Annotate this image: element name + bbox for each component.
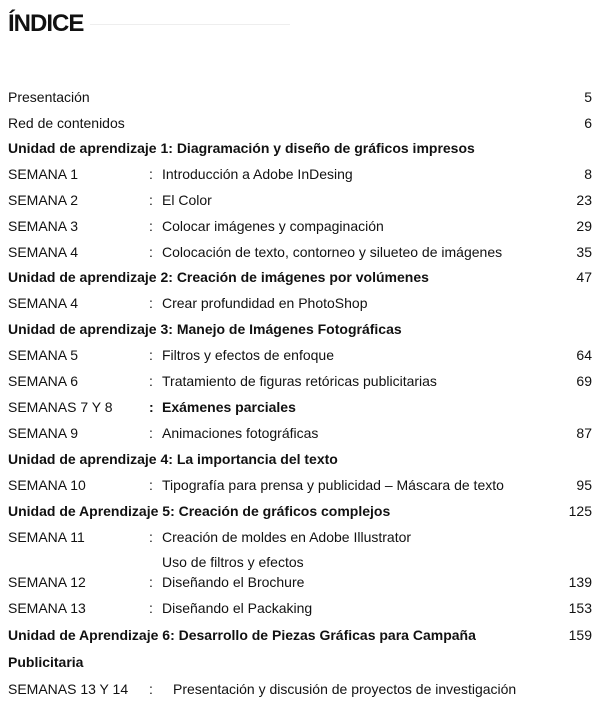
unit-title: Unidad de Aprendizaje 5: Creación de gráficos complejos <box>8 503 391 519</box>
toc-week-row <box>8 343 592 367</box>
entry-page: 5 <box>584 89 592 105</box>
week-topic: Tratamiento de figuras retóricas publicitarias <box>162 373 437 389</box>
title-underline <box>90 24 290 25</box>
week-topic: Diseñando el Packaking <box>162 600 313 616</box>
entry-page: 69 <box>576 373 592 389</box>
toc-entry-presentacion <box>8 85 592 109</box>
entry-page: 95 <box>576 477 592 493</box>
toc-week-row <box>8 570 592 594</box>
toc-week-row <box>8 369 592 393</box>
week-label: SEMANA 5 <box>8 347 79 363</box>
week-subtopic: Uso de filtros y efectos <box>162 554 304 570</box>
entry-page: 87 <box>576 425 592 441</box>
entry-page: 6 <box>584 115 592 131</box>
unit-title: Unidad de aprendizaje 4: La importancia del texto <box>8 451 338 467</box>
week-label: SEMANA 13 <box>8 600 86 616</box>
colon-separator: : <box>149 477 153 493</box>
colon-separator: : <box>149 218 153 234</box>
toc-week-row <box>8 240 592 264</box>
toc-unit-6 <box>8 623 592 647</box>
entry-label: Presentación <box>8 89 90 105</box>
entry-page: 35 <box>576 244 592 260</box>
week-label: SEMANA 2 <box>8 192 79 208</box>
toc-unit-6-continued <box>8 650 592 674</box>
unit-title-continued: Publicitaria <box>8 654 84 670</box>
toc-unit-3 <box>8 317 592 341</box>
week-label: SEMANA 1 <box>8 166 79 182</box>
colon-separator: : <box>149 166 153 182</box>
week-topic: Exámenes parciales <box>162 399 296 415</box>
toc-week-row <box>8 395 592 419</box>
week-label: SEMANA 4 <box>8 244 79 260</box>
week-label: SEMANA 6 <box>8 373 79 389</box>
week-topic: El Color <box>162 192 212 208</box>
toc-week-row <box>8 473 592 497</box>
unit-title: Unidad de aprendizaje 1: Diagramación y diseño de gráficos impresos <box>8 140 475 156</box>
week-topic: Tipografía para prensa y publicidad – Máscara de texto <box>162 477 504 493</box>
entry-page: 29 <box>576 218 592 234</box>
page-title: ÍNDICE <box>8 10 84 37</box>
unit-title: Unidad de aprendizaje 3: Manejo de Imágenes Fotográficas <box>8 321 402 337</box>
week-label: SEMANA 9 <box>8 425 79 441</box>
week-label: SEMANA 3 <box>8 218 79 234</box>
week-topic: Crear profundidad en PhotoShop <box>162 295 368 311</box>
entry-page: 8 <box>584 166 592 182</box>
colon-separator: : <box>149 373 153 389</box>
toc-unit-4 <box>8 447 592 471</box>
unit-title: Unidad de aprendizaje 2: Creación de imágenes por volúmenes <box>8 269 429 285</box>
week-topic: Colocar imágenes y compaginación <box>162 218 384 234</box>
colon-separator: : <box>149 192 153 208</box>
entry-label: Red de contenidos <box>8 115 125 131</box>
week-topic: Introducción a Adobe InDesing <box>162 166 353 182</box>
entry-page: 64 <box>576 347 592 363</box>
entry-page: 139 <box>568 574 592 590</box>
unit-title: Unidad de Aprendizaje 6: Desarrollo de Piezas Gráficas para Campaña <box>8 627 476 643</box>
entry-page: 125 <box>568 503 592 519</box>
toc-week-row <box>8 525 592 549</box>
week-label: SEMANA 11 <box>8 529 85 545</box>
toc-unit-1 <box>8 136 592 160</box>
colon-separator: : <box>149 425 153 441</box>
toc-week-row <box>8 214 592 238</box>
week-topic: Presentación y discusión de proyectos de investigación <box>173 681 517 697</box>
entry-page: 153 <box>568 600 592 616</box>
colon-separator: : <box>149 600 153 616</box>
week-topic: Diseñando el Brochure <box>162 574 305 590</box>
toc-week-row <box>8 421 592 445</box>
toc-week-row <box>8 162 592 186</box>
toc-week-row <box>8 677 592 701</box>
week-label: SEMANAS 7 Y 8 <box>8 399 113 415</box>
entry-page: 47 <box>576 269 592 285</box>
colon-separator: : <box>149 295 153 311</box>
week-label: SEMANAS 13 Y 14 <box>8 681 129 697</box>
colon-separator: : <box>149 574 153 590</box>
colon-separator: : <box>149 681 153 697</box>
toc-week-row <box>8 596 592 620</box>
toc-unit-5 <box>8 499 592 523</box>
week-topic: Filtros y efectos de enfoque <box>162 347 334 363</box>
toc-week-row <box>8 188 592 212</box>
week-label: SEMANA 12 <box>8 574 86 590</box>
colon-separator: : <box>149 529 153 545</box>
toc-week-row <box>8 291 592 315</box>
colon-separator: : <box>149 244 153 260</box>
week-topic: Colocación de texto, contorneo y silueteo de imágenes <box>162 244 503 260</box>
toc-entry-red-de-contenidos <box>8 111 592 135</box>
entry-page: 159 <box>568 627 592 643</box>
week-label: SEMANA 4 <box>8 295 79 311</box>
colon-separator: : <box>149 399 154 415</box>
colon-separator: : <box>149 347 153 363</box>
toc-unit-2 <box>8 265 592 289</box>
week-topic: Creación de moldes en Adobe Illustrator <box>162 529 412 545</box>
entry-page: 23 <box>576 192 592 208</box>
week-label: SEMANA 10 <box>8 477 86 493</box>
week-topic: Animaciones fotográficas <box>162 425 319 441</box>
